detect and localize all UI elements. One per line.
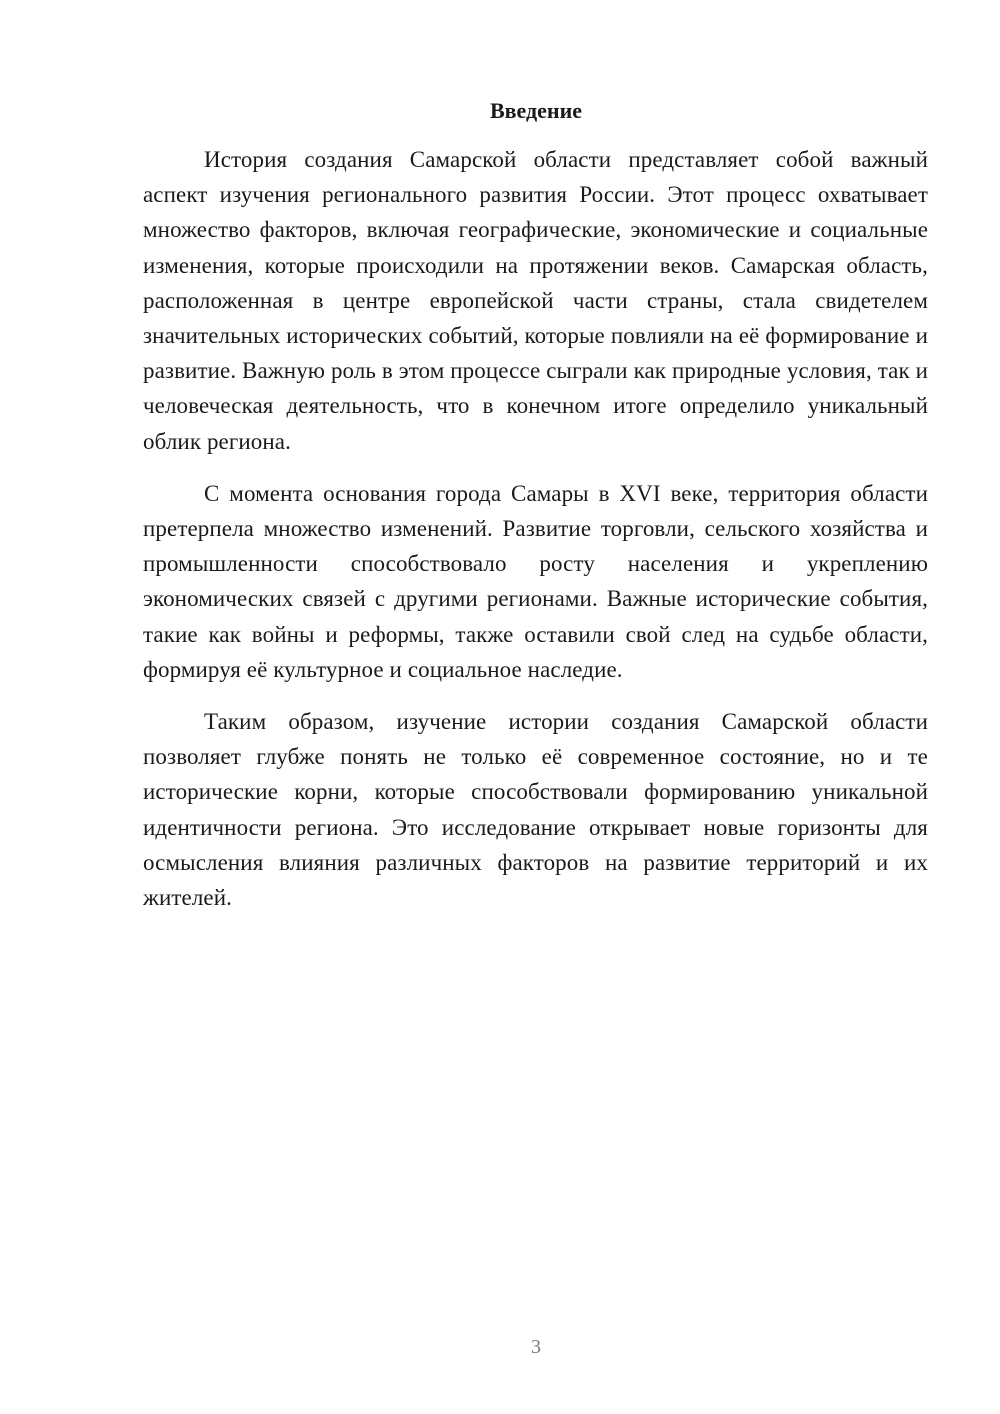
body-text	[143, 142, 928, 932]
page-number: 3	[531, 1336, 541, 1358]
paragraph-3: Таким образом, изучение истории создания Самарской области позволяет глубже понять не только её современное состояние, но и те исторические корни, которые способствовали формированию уникальной идентичности региона. Это исследование открывает новые горизонты для осмысления влияния различных факторов на развитие территорий и их жителей.	[143, 709, 928, 911]
paragraph-1: История создания Самарской области представляет собой важный аспект изучения регионального развития России. Этот процесс охватывает множество факторов, включая географические, экономические и социальные изменения, которые происходили на протяжении веков. Самарская область, расположенная в центре европейской части страны, стала свидетелем значительных исторических событий, которые повлияли на её формирование и развитие. Важную роль в этом процессе сыграли как природные условия, так и человеческая деятельность, что в конечном итоге определило уникальный облик региона.	[143, 147, 928, 454]
section-title: Введение	[489, 98, 583, 123]
paragraph-2: С момента основания города Самары в XVI веке, территория области претерпела множество изменений. Развитие торговли, сельского хозяйства и промышленности способствовало росту населения и укреплению экономических связей с другими регионами. Важные исторические события, такие как войны и реформы, также оставили свой след на судьбе области, формируя её культурное и социальное наследие.	[143, 480, 928, 682]
